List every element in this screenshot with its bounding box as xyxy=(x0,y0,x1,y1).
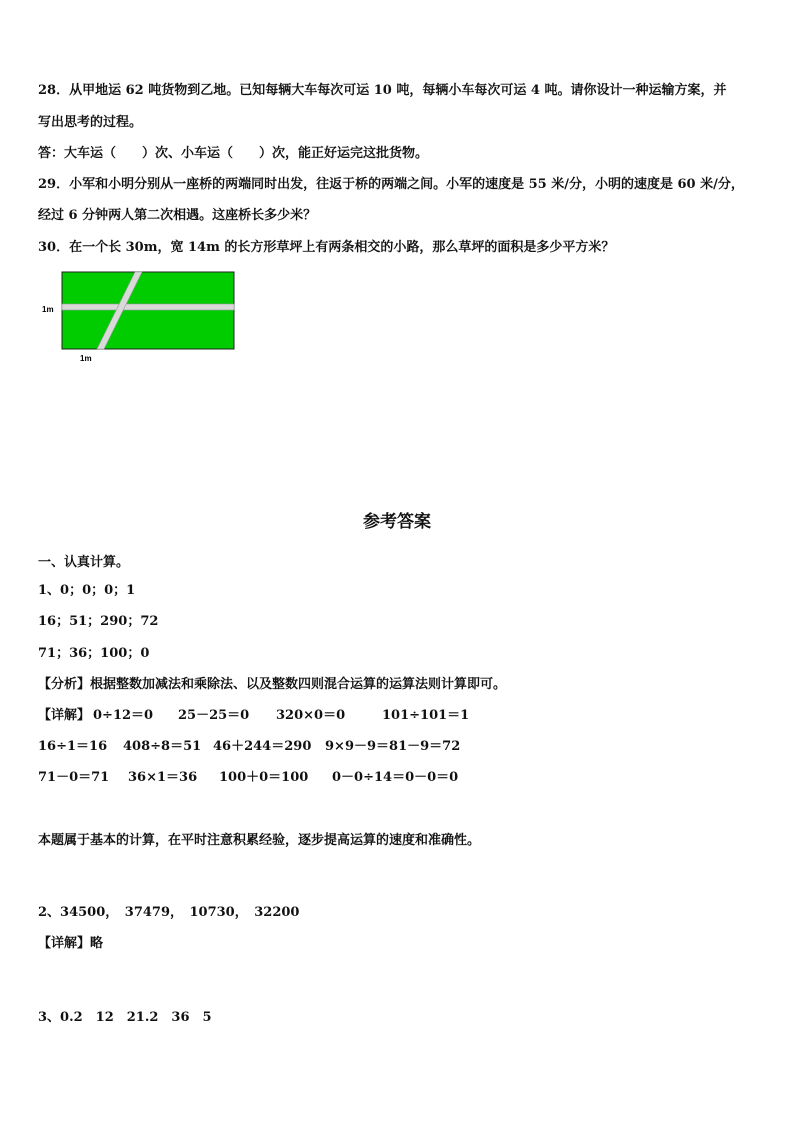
answer-3-line: 3、0.2 12 21.2 36 5 xyxy=(38,1010,212,1025)
calc-row-1-item: 101÷101＝1 xyxy=(382,708,470,723)
question-29-line-2: 经过 6 分钟两人第二次相遇。这座桥长多少米？ xyxy=(38,208,317,223)
question-28-line-1: 28．从甲地运 62 吨货物到乙地。已知每辆大车每次可运 10 吨，每辆小车每次可运 4 吨。请你设计一种运输方案，并 xyxy=(38,83,727,98)
calc-row-3-item: 100＋0＝100 xyxy=(219,770,309,785)
question-28-answer: 答：大车运（ ）次、小车运（ ）次，能正好运完这批货物。 xyxy=(38,146,429,161)
answer-2-detail: 【详解】略 xyxy=(38,936,104,951)
answer-1-line-1: 1、0；0；0；1 xyxy=(38,583,136,598)
calc-row-2-item: 408÷8＝51 xyxy=(123,739,202,754)
calc-row-2-item: 16÷1＝16 xyxy=(38,739,108,754)
answer-1-line-2: 16；51；290；72 xyxy=(38,614,159,629)
horizontal-path xyxy=(62,304,234,310)
section-1-heading: 一、认真计算。 xyxy=(38,555,130,570)
answer-1-analysis: 【分析】根据整数加减法和乘除法、以及整数四则混合运算的运算法则计算即可。 xyxy=(38,677,507,692)
calc-row-1-item: 0÷12＝0 xyxy=(93,708,154,723)
left-path-width-label: 1m xyxy=(42,305,54,314)
calc-row-2-item: 9×9－9＝81－9＝72 xyxy=(325,739,461,754)
calc-row-3-item: 36×1＝36 xyxy=(128,770,198,785)
answer-1-note: 本题属于基本的计算，在平时注意积累经验，逐步提高运算的速度和准确性。 xyxy=(38,833,481,848)
lawn-figure xyxy=(38,266,248,366)
bottom-path-width-label: 1m xyxy=(80,354,92,363)
calc-row-1-item: 25－25＝0 xyxy=(178,708,250,723)
calc-row-1-item: 320×0＝0 xyxy=(276,708,346,723)
answer-2-line: 2、34500， 37479， 10730， 32200 xyxy=(38,905,300,920)
answer-1-line-3: 71；36；100；0 xyxy=(38,646,150,661)
calc-row-2-item: 46＋244＝290 xyxy=(213,739,312,754)
question-28-line-2: 写出思考的过程。 xyxy=(38,115,143,130)
calc-row-3-item: 0－0÷14＝0－0＝0 xyxy=(332,770,459,785)
detail-label: 【详解】 xyxy=(38,708,91,723)
question-30-line-1: 30．在一个长 30m，宽 14m 的长方形草坪上有两条相交的小路，那么草坪的面积是多少平方米？ xyxy=(38,240,615,255)
calc-row-3-item: 71－0＝71 xyxy=(38,770,110,785)
question-29-line-1: 29．小军和小明分别从一座桥的两端同时出发，往返于桥的两端之间。小军的速度是 55 米/分，小明的速度是 60 米/分， xyxy=(38,177,744,192)
lawn-rectangle xyxy=(62,272,234,349)
answers-title: 参考答案 xyxy=(363,512,431,532)
